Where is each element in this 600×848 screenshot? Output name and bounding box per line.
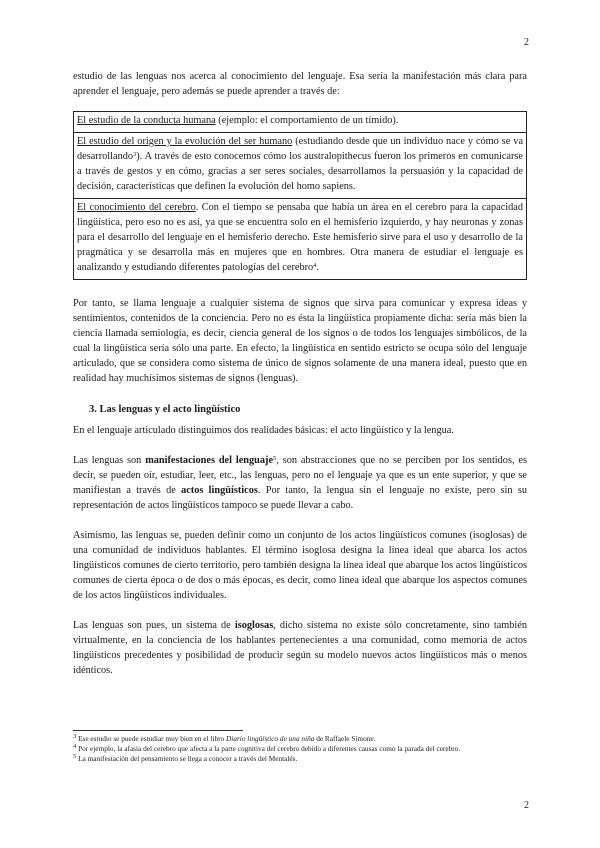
box-body-cerebro-end: . <box>316 262 319 273</box>
box-heading-origen: El estudio del origen y la evolución del ser humano <box>77 136 293 147</box>
footnote-4 <box>73 744 527 754</box>
footnote-ref-3: 3 <box>133 151 137 158</box>
paragraph-manifestaciones <box>73 453 527 513</box>
box-body-conducta: (ejemplo: el comportamiento de un tímido). <box>215 115 399 126</box>
page-number-top: 2 <box>524 37 529 48</box>
footnote-3-text-end: de Raffaele Simone. <box>314 734 376 743</box>
document-body <box>73 69 527 678</box>
sistema-bold-isoglosas: isoglosas <box>234 620 274 631</box>
sistema-text-2: , dicho sistema no existe sólo concretamente, sino también virtualmente, en la conciencia de los hablantes pertenecientes a una comunidad, como memoria de actos lingüísticos precedentes y posibilidad de producir según su modelo nuevos actos lingüísticos más o menos idénticos. <box>73 620 527 676</box>
footnote-ref-4: 4 <box>313 262 317 269</box>
footnote-num-5: 5 <box>73 753 77 760</box>
footnotes <box>73 730 527 764</box>
section-heading: 3. Las lenguas y el acto lingüístico <box>89 404 241 415</box>
study-methods-box <box>73 111 527 280</box>
box-heading-conducta: El estudio de la conducta humana <box>77 115 216 126</box>
box-body-origen-end: ). A través de esto conocemos cómo los australopithecus fueron los primeros en comunicarse a través de gestos y en cómo, gracias a ser seres sociales, desarrollamos la persuasión y la capacidad de decisión, características que definen la evolución del homo sapiens. <box>77 151 523 192</box>
box-row-cerebro <box>74 198 526 279</box>
manif-text-1: Las lenguas son <box>73 455 146 466</box>
paragraph-sistema <box>73 618 527 678</box>
intro-paragraph: estudio de las lenguas nos acerca al conocimiento del lenguaje. Esa sería la manifestación más clara para aprender el lenguaje, pero además se puede aprender a través de: <box>73 71 527 97</box>
manif-bold-lenguaje: manifestaciones del lenguaje <box>145 455 274 466</box>
footnote-5-text: La manifestación del pensamiento se llega a conocer a través del Mentalés. <box>76 754 298 763</box>
box-row-conducta <box>74 112 526 132</box>
page-number-bottom: 2 <box>524 800 529 811</box>
box-row-origen <box>74 132 526 198</box>
sistema-text-1: Las lenguas son pues, un sistema de <box>73 620 235 631</box>
box-body-origen: (estudiando desde que un individuo nace y cómo se va desarrollando <box>77 136 524 162</box>
footnote-5 <box>73 754 527 764</box>
footnote-num-4: 4 <box>73 743 77 750</box>
footnote-num-3: 3 <box>73 733 77 740</box>
footnote-4-text: Por ejemplo, la afasia del cerebro que afecta a la parte cognitiva del cerebro debido a diferentes causas como la parada del cerebro. <box>76 744 461 753</box>
paragraph-articulado: En el lenguaje articulado distinguimos dos realidades básicas: el acto lingüístico y la lengua. <box>73 425 454 436</box>
footnote-divider <box>73 730 243 731</box>
manif-bold-actos: actos lingüísticos <box>181 485 258 496</box>
manif-text-2: , son abstracciones que no se perciben por los sentidos, es decir, se pueden oír, estudiar, leer, etc., las lenguas, pero no el lenguaje ya que es un ente superior, y que se manifiestan a través de <box>73 455 527 496</box>
manif-text-3: . Por tanto, la lengua sin el lenguaje no existe, pero sin su representación de actos lingüísticos tampoco se puede llevar a cabo. <box>73 485 527 511</box>
footnote-3-text: Ese estudio se puede estudiar muy bien en el libro <box>76 734 227 743</box>
box-heading-cerebro: El conocimiento del cerebro <box>77 202 196 213</box>
paragraph-isoglosas: Asimismo, las lenguas se, pueden definir como un conjunto de los actos lingüísticos comunes (isoglosas) de una comunidad de individuos hablantes. El término isoglosa designa la línea ideal que abarca los actos lingüísticos comunes de cierto territorio, pero también designa la línea ideal que abarque los actos lingüísticos comunes de cierta época o de dos o más épocas, es decir, como línea ideal que abarque los aspectos comunes de los actos lingüísticos individuales. <box>73 530 527 601</box>
footnote-3-book-title: Diario lingüístico de una niña <box>226 734 315 743</box>
paragraph-lenguaje: Por tanto, se llama lenguaje a cualquier sistema de signos que sirva para comunicar y expresa ideas y sentimientos, contenidos de la conciencia. Pero no es ésta la lingüística propiamente dicha: sería más bien la ciencia llamada semiología, es decir, ciencia general de los signos o de todos los lenguajes simbólicos, de la cual la lingüística sería sólo una parte. En efecto, la lingüística en sentido estricto se ocupa sólo del lenguaje articulado, que se considera como sistema de único de signos solamente de una manera ideal, puesto que en realidad hay muchísimos sistemas de signos (lenguas). <box>73 298 527 384</box>
footnote-3 <box>73 734 527 744</box>
box-body-cerebro: . Con el tiempo se pensaba que había un área en el cerebro para la capacidad lingüística, pero eso no es así, ya que se encuentra solo en el hemisferio izquierdo, y hay neuronas y zonas para el desarrollo del lenguaje en el hemisferio derecho. Este hemisferio sirve para el uso y desarrollo de la pragmática y se desarrolla más en mujeres que en hombres. Otra manera de estudiar el lenguaje es analizando y estudiando diferentes patologías del cerebro <box>77 202 523 273</box>
footnote-ref-5: 5 <box>273 455 277 462</box>
